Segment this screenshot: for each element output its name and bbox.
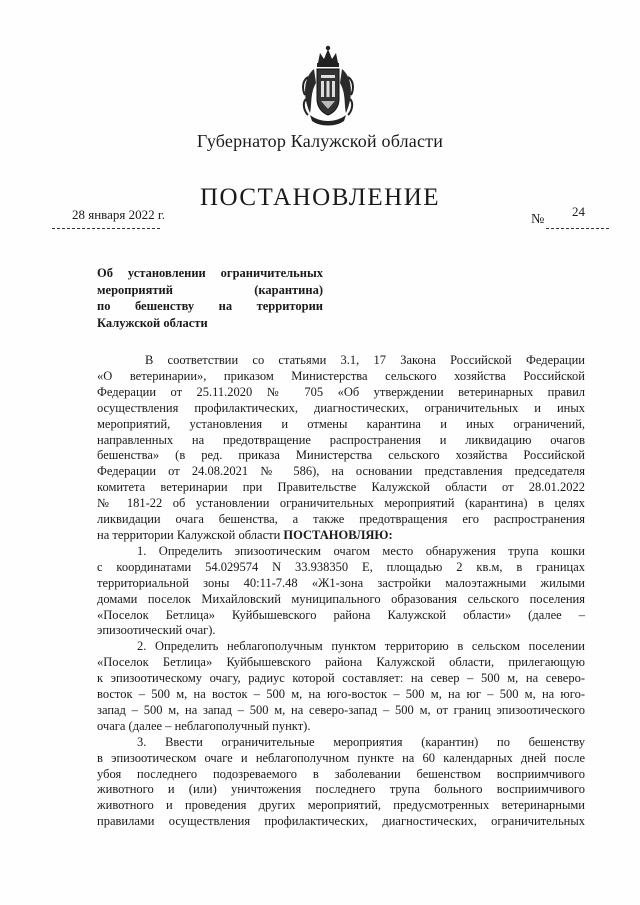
date-underline [52,228,160,229]
body-line: «О ветеринарии», приказом Министерства сельского хозяйства Российской [97,368,585,383]
document-number-label: № [531,212,545,227]
document-subject [97,265,323,331]
document-date: 28 января 2022 г. [72,207,166,222]
body-line: 1. Определить эпизоотическим очагом место обнаружения трупа кошки [137,543,585,558]
body-line: направленных на предотвращение распространения и ликвидацию очагов [97,432,585,447]
body-line: домами поселок Михайловский муниципального образования сельского поселения [97,591,585,606]
number-underline [546,228,609,229]
body-line: № 181-22 об установлении ограничительных мероприятий (карантина) в целях [97,496,585,511]
body-line: восток – 500 м, на восток – 500 м, на юго-восток – 500 м, на юг – 500 м, на юго- [97,687,585,702]
body-line: территориальной зоны 40:11-7.48 «Ж1-зона застройки малоэтажными жилыми [97,575,585,590]
body-line: мероприятий, установления и отмены карантина и иных ограничений, [97,416,585,431]
body-line: к эпизоотическому очагу, радиус которой составляет: на север – 500 м, на северо- [97,671,585,686]
body-line: очага (далее – неблагополучный пункт). [97,718,311,733]
body-line: с координатами 54.029574 N 33.938350 E, площадью 2 кв.м, в границах [97,559,585,574]
subject-line: мероприятий (карантина) [97,282,323,297]
body-line: убоя последнего подозреваемого в заболевании бешенством восприимчивого [97,766,585,781]
subject-line: Об установлении ограничительных [97,266,323,280]
body-line: животного и (или) уничтожения последнего трупа больного восприимчивого [97,782,585,797]
body-line: Федерации от 25.11.2020 № 705 «Об утверждении ветеринарных правил [97,384,585,399]
subject-line: по бешенству на территории [97,299,323,313]
body-line: животного и проведения других мероприятий, предусмотренных ветеринарными [97,798,585,813]
subject-line: Калужской области [97,315,208,330]
document-body [97,353,585,830]
document-type-heading: ПОСТАНОВЛЕНИЕ [199,184,441,211]
body-line: 3. Ввести ограничительные мероприятия (карантин) по бешенству [137,734,585,749]
body-line: «Поселок Бетлица» Куйбышевского района Калужской области, прилегающую [97,655,585,670]
body-line: осуществления профилактических, диагностических, ограничительных и иных [97,400,585,415]
body-line: эпизоотический очаг). [97,623,216,638]
body-line: правилами осуществления профилактических, диагностических, ограничительных [97,814,585,829]
document-number: 24 [572,204,585,219]
body-line: на территории Калужской области [97,527,281,542]
body-line: ликвидации очага бешенства, а также предотвращения его распространения [97,512,585,527]
body-line: В соответствии со статьями 3.1, 17 Закона Российской Федерации [145,353,585,367]
coat-of-arms-emblem [296,43,360,129]
body-line: Федерации от 24.08.2021 № 586), на основании представления председателя [97,464,585,479]
issuer-title: Губернатор Калужской области [196,131,444,151]
body-line: в эпизоотическом очаге и неблагополучном пункте на 60 календарных дней после [97,750,585,765]
body-line-with-decree [97,528,585,544]
body-line: запад – 500 м, на запад – 500 м, на северо-запад – 500 м, от границ эпизоотического [97,702,585,717]
body-line: бешенства» (в ред. приказа Министерства сельского хозяйства Российской [97,448,585,463]
body-line: «Поселок Бетлица» Куйбышевского района Калужской области» (далее – [97,607,585,622]
decree-word: ПОСТАНОВЛЯЮ: [283,527,393,542]
body-line: комитета ветеринарии при Правительстве Калужской области от 28.01.2022 [97,480,585,495]
body-line: 2. Определить неблагополучным пунктом территорию в сельском поселении [137,639,585,654]
